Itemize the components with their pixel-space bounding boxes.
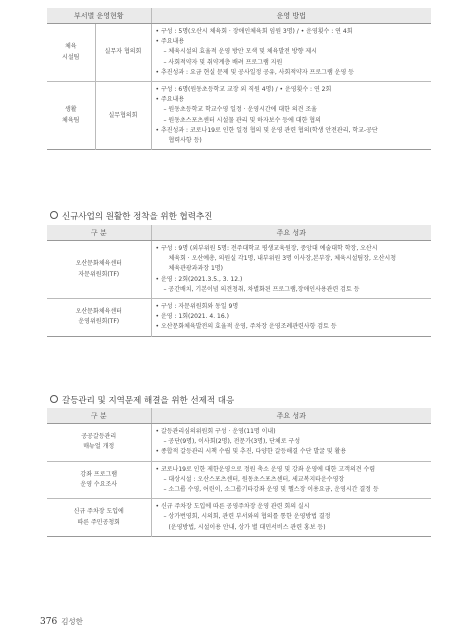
header-category: 구 분: [47, 408, 151, 424]
section-title-new-projects: 신규사업의 원활한 정착을 위한 협력추진: [50, 210, 212, 222]
page-number: 376: [40, 617, 58, 627]
table-row: [47, 24, 431, 82]
table-row: [47, 499, 431, 537]
bullet-circle-icon: [50, 395, 58, 403]
category-cell: 실무자 협의회: [95, 24, 151, 82]
content-line: 협력사항 등): [168, 137, 202, 145]
header-department-status: 부서별 운영현황: [47, 8, 151, 24]
content-line: 체육회 · 오산예총, 의원실 각1명, 내부위원 3명 이사장,본부장, 체육시설팀장, 오산시청: [168, 255, 397, 263]
content-line: • 종합적 갈등관리 시책 수립 및 추진, 다양한 갈등해결 수단 발굴 및 활용: [155, 448, 347, 456]
category-cell: 공공갈등관리 매뉴얼 개정: [81, 433, 117, 451]
table-row: [47, 424, 431, 462]
content-line: • 운영 : 1회(2021. 4. 16.): [155, 313, 229, 321]
content-line: – 대상시설 : 오산스포츠센터, 원동초스포츠센터, 세교복지타운수영장: [163, 475, 345, 483]
content-line: – 공간배치, 기본이념 의견청취, 차별화된 프로그램,장애인사용관련 검토 등: [163, 285, 360, 293]
header-category: 구 분: [47, 225, 151, 241]
content-line: • 구성 : 9명 (외부위원 5명: 전주대학교 평생교육원장, 중앙대 예술대학 학장, 오산시: [155, 245, 378, 252]
content-line: • 코로나19로 인한 제한운영으로 정원 축소 운영 및 강좌 운영에 대한 고객의견 수렴: [155, 465, 376, 473]
page-footer: [40, 616, 83, 627]
content-line: – 원동초스포츠센터 시설물 관리 및 하자보수 등에 대한 협의: [163, 116, 321, 124]
content-line: • 추진성과 : 코로나19로 인한 일정 협의 및 운영 관련 협의(학생 안전관리, 학교-공단: [155, 126, 378, 134]
category-cell: 체육 시설팀: [62, 43, 80, 61]
content-cell: [151, 241, 431, 299]
content-line: – 상가번영회, 시의회, 관련 부서와의 협의를 통한 운영방법 결정: [163, 513, 331, 521]
content-line: • 갈등관리심의위원회 구성 · 운영(11명 이내): [155, 428, 276, 435]
content-cell: [151, 499, 431, 537]
table-row: [47, 299, 431, 337]
content-cell: [151, 299, 431, 337]
content-line: • 운영 : 2회(2021.3.5., 3. 12.): [155, 275, 243, 283]
category-cell: 오산문화체육센터 자문위원회(TF): [75, 260, 122, 278]
category-cell: 오산문화체육센터 운영위원회(TF): [75, 308, 122, 326]
content-line: • 구성 : 5명(오산시 체육회 · 장애인체육회 임원 3명) / • 운영횟수 : 연 4회: [155, 28, 353, 35]
content-line: • 주요내용: [155, 96, 185, 104]
table-row: [47, 82, 431, 150]
content-cell: [151, 424, 431, 462]
header-key-results: 주요 성과: [151, 408, 431, 424]
bullet-circle-icon: [50, 211, 58, 219]
content-line: – 체육시설의 효율적 운영 방안 모색 및 체육발전 방향 제시: [163, 48, 317, 56]
content-line: • 구성 : 6명(원동초등학교 교장 외 직원 4명) / • 운영횟수 : 연 2회: [155, 86, 332, 94]
header-key-results: 주요 성과: [151, 225, 431, 241]
content-line: – 공단(9명), 이사회(2명), 전문가(3명), 단체로 구성: [163, 438, 300, 446]
table-row: [47, 461, 431, 499]
content-line: – 사회적약자 및 취약계층 배려 프로그램 지원: [163, 58, 283, 66]
category-cell: 실무협의회: [95, 82, 151, 150]
content-line: • 추진성과 : 요금 현실 문제 및 공사일정 공유, 사회적약자 프로그램 운영 등: [155, 68, 354, 76]
content-cell: [151, 82, 431, 150]
content-cell: [151, 461, 431, 499]
conflict-management-table: [47, 408, 431, 537]
content-line: • 주요내용: [155, 38, 185, 46]
header-operation-method: 운영 방법: [151, 8, 431, 24]
content-line: • 구성 : 자문위원회와 동일 9명: [155, 303, 239, 311]
content-line: • 오산문화체육발전의 효율적 운영, 주차장 운영조례관련사항 검토 등: [155, 323, 337, 331]
author-name: 김성한: [61, 617, 83, 626]
content-line: (운영방법, 시설이용 안내, 상가 별 대민서비스 관련 홍보 등): [168, 523, 326, 531]
category-cell: 신규 주차장 도입에 따른 주민공청회: [73, 508, 124, 526]
content-cell: [151, 24, 431, 82]
content-line: • 신규 주차장 도입에 따른 공영주차장 운영 관련 회의 실시: [155, 503, 310, 511]
category-cell: 강좌 프로그램 운영 수요조사: [80, 470, 118, 488]
content-line: 체육관광과과장 1명): [168, 265, 223, 273]
section-title-conflict-management: 갈등관리 및 지역문제 해결을 위한 선제적 대응: [50, 394, 234, 406]
category-cell: 생활 체육팀: [62, 106, 80, 124]
content-line: – 원동초등학교 학교수영 일정 · 운영시간에 대한 의견 조율: [163, 106, 317, 114]
department-operations-table: [47, 8, 431, 150]
new-projects-table: [47, 225, 431, 337]
content-line: – 소그룹 수영, 어린이, 소그룹기타강좌 운영 및 헬스장 이용요금, 운영시간 결정 등: [163, 486, 379, 494]
table-row: [47, 241, 431, 299]
